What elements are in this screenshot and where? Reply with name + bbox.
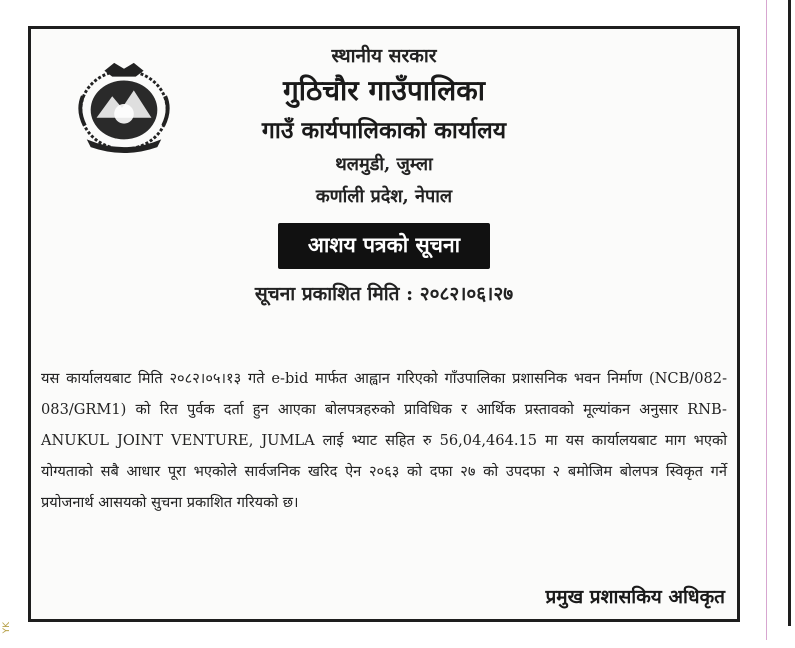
publication-date: सूचना प्रकाशित मिति : २०८२।०६।२७ [254,283,514,305]
local-government-label: स्थानीय सरकार [331,45,437,67]
office-name: गाउँ कार्यपालिकाको कार्यालय [261,117,507,144]
municipality-name: गुठिचौर गाउँपालिका [282,74,486,107]
page-divider-line [766,0,767,640]
office-address: थलमुडी, जुम्ला [335,154,433,175]
notice-box [28,26,740,622]
notice-title: आशय पत्रको सूचना [278,223,490,269]
signatory-title: प्रमुख प्रशासकिय अधिकृत [545,586,725,608]
adjacent-box-edge [788,0,795,626]
margin-mark: YK [2,622,12,634]
notice-header [31,43,737,307]
notice-body: यस कार्यालयबाट मिति २०८२।०५।१३ गते e-bid मार्फत आह्वान गरिएको गाँउपालिका प्रशासनिक भवन निर्माण (NCB/082-083/GRM1) को रित पुर्वक दर्ता हुन आएका बोलपत्रहरुको प्राविधिक र आर्थिक प्रस्तावको मूल्यांकन अनुसार RNB-ANUKUL JOINT VENTURE, JUMLA लाई भ्याट सहित रु 56,04,464.15 मा यस कार्यालयबाट माग भएको योग्यताको सबै आधार पूरा भएकोले सार्वजनिक खरिद ऐन २०६३ को दफा २७ को उपदफा २ बमोजिम बोलपत्र स्विकृत गर्ने प्रयोजनार्थ आसयको सुचना प्रकाशित गरियको छ। [41,370,727,511]
province-name: कर्णाली प्रदेश, नेपाल [315,186,453,207]
